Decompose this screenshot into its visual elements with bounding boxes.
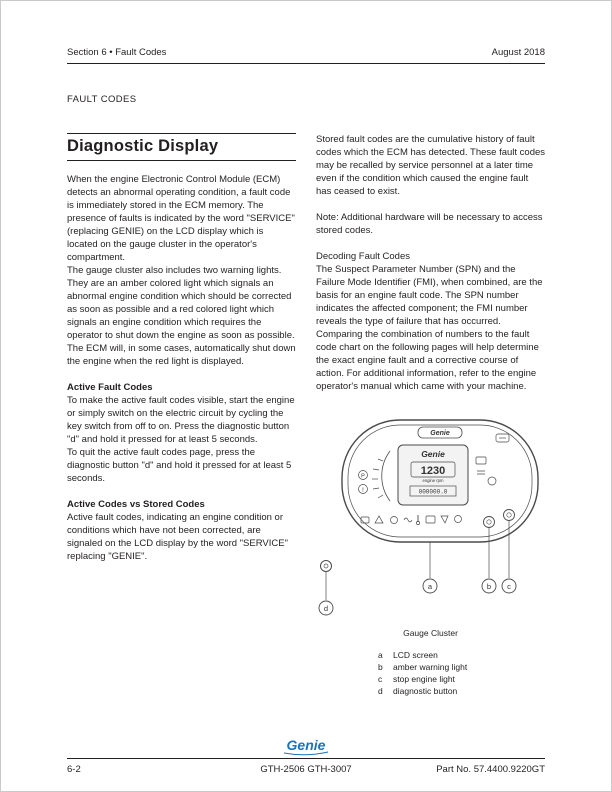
menu-bars-icon	[477, 471, 485, 474]
diagnostic-button	[321, 561, 332, 572]
page-footer	[67, 737, 545, 775]
lcd-brand-text: Genie	[421, 449, 445, 459]
legend-key: a	[378, 650, 383, 660]
gauge-cluster-illustration	[316, 419, 545, 619]
body-paragraph: The ECM will, in some cases, automatically shut down the engine when the red light is displayed.	[67, 343, 296, 367]
page-title: Diagnostic Display	[67, 137, 219, 155]
genie-logo-mark	[274, 737, 338, 757]
title-block	[67, 133, 296, 161]
legend-item	[378, 661, 545, 673]
figure-caption: Gauge Cluster	[403, 628, 458, 638]
diagnostic-button-dot	[324, 564, 328, 568]
rpm-label: engine rpm	[422, 478, 444, 483]
body-paragraph: When the engine Electronic Control Module (ECM) detects an abnormal operating condition, a fault code is immediately stored in the ECM memory. The presence of faults is indicated by the word "SERVICE" (replacing GENIE) on the LCD display which is located on the gauge cluster in the operator's compartment.	[67, 174, 295, 263]
legend-item	[378, 673, 545, 685]
section-heading-active-fault-codes: Active Fault Codes	[67, 382, 153, 393]
body-paragraph: Stored fault codes are the cumulative history of fault codes which the ECM has detected. These fault codes may be recalled by service personnel at a later time even if the condition which caused the engine fault has ceased to exist.	[316, 134, 546, 197]
header-section-label: Section 6 • Fault Codes	[67, 47, 167, 58]
model-number: GTH-2506 GTH-3007	[260, 764, 352, 775]
body-paragraph: To quit the active fault codes page, press the diagnostic button "d" and hold it pressed for at least 5 seconds.	[67, 447, 292, 484]
note-paragraph: Note: Additional hardware will be necessary to access stored codes.	[316, 212, 543, 236]
stop-engine-light	[504, 510, 515, 521]
body-paragraph: They are an amber colored light which signals an abnormal engine condition which should be corrected as soon as possible and a red colored light which signals an engine condition which requires the operator to shut down the engine as soon as possible.	[67, 278, 295, 341]
rpm-value: 1230	[420, 465, 446, 477]
section-heading-active-vs-stored: Active Codes vs Stored Codes	[67, 499, 205, 510]
genie-logo-text: Genie	[286, 737, 326, 753]
left-column	[67, 133, 296, 697]
left-gauge-arc	[382, 451, 390, 501]
genie-logo	[67, 737, 545, 757]
amber-warning-light-core	[487, 520, 491, 524]
gauge-cluster-figure	[316, 419, 545, 697]
figure-legend	[378, 649, 545, 697]
warning-triangle-icon	[375, 516, 383, 523]
header-date: August 2018	[491, 47, 545, 58]
body-paragraph: The gauge cluster also includes two warning lights.	[67, 265, 282, 276]
callout-c-label: c	[507, 582, 511, 591]
legend-label: amber warning light	[393, 662, 468, 672]
parking-brake-letter: P	[361, 473, 365, 480]
glow-plug-icon	[404, 518, 412, 522]
body-paragraph: The Suspect Parameter Number (SPN) and the Failure Mode Identifier (FMI), when combined, are the basis for an engine fault code. The SPN number indicates the affected component; the FMI number reveals the type of failure that has occurred. Comparing the combination of numbers to the fault code chart on the following pages will help determine the exact engine fault and a corrective course of action. For additional information, refer to the engine operator's manual which came with your machine.	[316, 264, 543, 392]
legend-key: d	[378, 686, 383, 696]
engine-icon	[455, 516, 462, 523]
page-header	[67, 47, 545, 64]
page-number: 6-2	[67, 764, 81, 775]
gauge-tick	[373, 469, 379, 470]
coolant-icon	[441, 516, 448, 523]
chapter-kicker: FAULT CODES	[67, 94, 137, 105]
right-column	[316, 133, 545, 697]
legend-label: LCD screen	[393, 650, 438, 660]
odometer-value: 000000.0	[418, 488, 448, 496]
content-columns	[67, 133, 545, 697]
footer-row	[67, 764, 545, 775]
part-number: Part No. 57.4400.9220GT	[436, 764, 545, 775]
warning-lamp-mark: !	[362, 487, 364, 494]
legend-item	[378, 649, 545, 661]
callout-a-label: a	[427, 582, 433, 591]
legend-key: c	[378, 674, 383, 684]
gauge-tick	[378, 495, 383, 498]
callout-d-label: d	[323, 604, 329, 613]
battery-charge-icon	[426, 516, 435, 523]
oil-pressure-icon	[391, 517, 398, 524]
gauge-tick	[373, 488, 379, 489]
section-heading-decoding: Decoding Fault Codes	[316, 251, 410, 262]
callout-b-label: b	[486, 582, 492, 591]
body-paragraph: To make the active fault codes visible, start the engine or simply switch on the electric circuit by cycling the key switch from off to on. Press the diagnostic button "d" and hold it pressed for at least 5 seconds.	[67, 395, 295, 445]
legend-item	[378, 685, 545, 697]
amber-warning-light	[484, 517, 495, 528]
legend-label: stop engine light	[393, 674, 455, 684]
legend-label: diagnostic button	[393, 686, 458, 696]
beacon-icon	[488, 477, 496, 485]
body-paragraph: Active fault codes, indicating an engine condition or conditions which have not been corrected, are signaled on the LCD display by the word "SERVICE" replacing "GENIE".	[67, 512, 288, 562]
bezel-brand-text: Genie	[430, 430, 450, 437]
fuel-icon	[361, 517, 369, 523]
stop-engine-light-core	[507, 513, 511, 517]
gauge-tick	[378, 459, 383, 461]
footer-rule	[67, 758, 545, 759]
battery-icon	[476, 457, 486, 464]
legend-key: b	[378, 662, 383, 672]
